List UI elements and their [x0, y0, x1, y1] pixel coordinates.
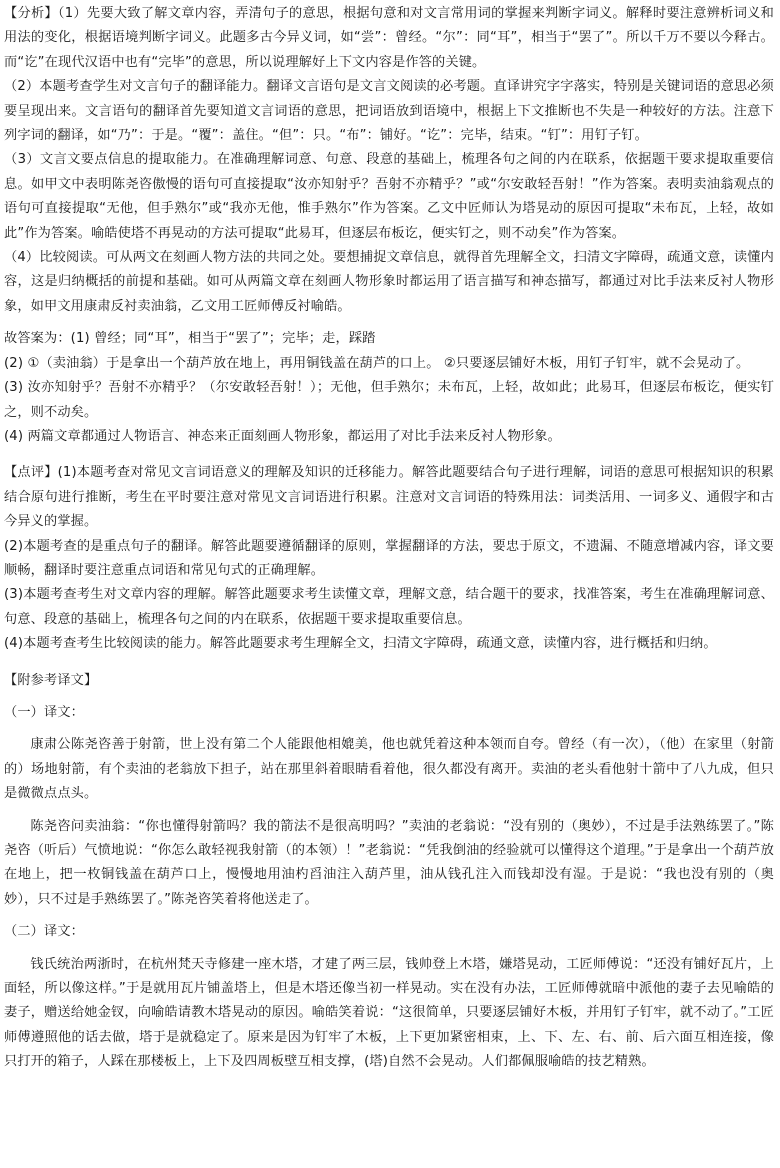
translation-1-title: （一）译文： [4, 704, 85, 720]
answer-line-4: (4) 两篇文章都通过人物语言、神态来正面刻画人物形象，都运用了对比手法来反衬人物形象。 [4, 428, 561, 444]
comment-paragraph-4: (4)本题考查考生比较阅读的能力。解答此题要求考生理解全文，扫清文字障碍，疏通文意，读懂内容，进行概括和归纳。 [4, 636, 717, 652]
analysis-paragraph-4: （4）比较阅读。可从两文在刻画人物方法的共同之处。要想捕捉文章信息，就得首先理解全文，扫清文字障碍，疏通文意，读懂内容，这是归纳概括的前提和基础。如可从两篇文章在刻画人物形象时都运用了语言描写和神态描写，都通过对比手法来反衬人物形象，如甲文用康肃反衬卖油翁，乙文用工匠师傅反衬喻皓。 [4, 250, 774, 314]
spacer [4, 725, 774, 733]
analysis-paragraph-2: （2）本题考查学生对文言句子的翻译能力。翻译文言语句是文言文阅读的必考题。直译讲究字字落实，特别是关键词语的意思必须要呈现出来。文言语句的翻译首先要知道文言词语的意思，把词语放到语境中，根据上下文推断也不失是一种较好的方法。注意下列字词的翻译，如“乃”：于是。“覆”：盖住。“但”：只。“布”：铺好。“讫”：完毕，结束。“钉”：用钉子钉。 [4, 79, 774, 144]
spacer [4, 912, 774, 920]
spacer [4, 449, 774, 461]
comment-paragraph-1: 【点评】(1)本题考查对常见文言词语意义的理解及知识的迁移能力。解答此题要结合句子进行理解，词语的意思可根据知识的积累结合原句进行推断，考生在平时要注意对常见文言词语进行积累。注意对文言词语的特殊用法：词类活用、一词多义、通假字和古今异义的掌握。 [4, 465, 774, 530]
comment-paragraph-3: (3)本题考查考生对文章内容的理解。解答此题要求考生读懂文章，理解文意，结合题干的要求，找准答案，考生在准确理解词意、句意、段意的基础上，梳理各句之间的内在联系，依据题干要求提取重要信息。 [4, 587, 774, 627]
spacer [4, 319, 774, 327]
translation-heading: 【附参考译文】 [4, 672, 98, 688]
translation-2-paragraph-1: 钱氏统治两浙时，在杭州梵天寺修建一座木塔，才建了两三层，钱帅登上木塔，嫌塔晃动，工匠师傅说：“还没有铺好瓦片，上面轻，所以像这样。”于是就用瓦片铺盖塔上，但是木塔还像当初一样晃动。实在没有办法，工匠师傅就暗中派他的妻子去见喻皓的妻子，赠送给她金钗，向喻皓请教木塔晃动的原因。喻皓笑着说：“这很简单，只要逐层铺好木板，并用钉子钉牢，就不动了。”工匠师傅遵照他的话去做，塔于是就稳定了。原来是因为钉牢了木板，上下更加紧密相束，上、下、左、右、前、后六面互相连接，像只打开的箱子，人踩在那楼板上，上下及四周板壁互相支撑，(塔)自然不会晃动。人们都佩服喻皓的技艺精熟。 [4, 956, 774, 1070]
answer-line-1: 故答案为：(1) 曾经；同“耳”，相当于“罢了”；完毕；走，踩踏 [4, 331, 376, 347]
spacer [4, 945, 774, 953]
answer-line-3: (3) 汝亦知射乎？吾射不亦精乎？（尔安敢轻吾射！）；无他，但手熟尔；未布瓦，上轻，故如此；此易耳，但逐层布板讫，便实钉之，则不动矣。 [4, 380, 774, 420]
analysis-paragraph-1: 【分析】（1）先要大致了解文章内容，弄清句子的意思，根据句意和对文言常用词的掌握来判断字词义。解释时要注意辨析词义和用法的变化，根据语境判断字词义。此题多古今异义词，如“尝”：曾经。“尔”：同“耳”，相当于“罢了”。所以千万不要以今释古。而“讫”在现代汉语中也有“完毕”的意思，所以说理解好上下文内容是作答的关键。 [4, 6, 774, 70]
translation-1-paragraph-2: 陈尧咨问卖油翁：“你也懂得射箭吗？我的箭法不是很高明吗？”卖油的老翁说：“没有别的（奥妙），不过是手法熟练罢了。”陈尧咨（听后）气愤地说：“你怎么敢轻视我射箭（的本领）！”老翁说：“凭我倒油的经验就可以懂得这个道理。”于是拿出一个葫芦放在地上，把一枚铜钱盖在葫芦口上，慢慢地用油杓舀油注入葫芦里，油从钱孔注入而钱却没有湿。于是说：“我也没有别的（奥妙），只不过是手熟练罢了。”陈尧咨笑着将他送走了。 [4, 818, 774, 907]
spacer [4, 657, 774, 669]
answer-line-2: (2) ①（卖油翁）于是拿出一个葫芦放在地上，再用铜钱盖在葫芦的口上。 ②只要逐层铺好木板，用钉子钉牢，就不会晃动了。 [4, 355, 750, 371]
translation-2-title: （二）译文： [4, 924, 85, 940]
spacer [4, 807, 774, 815]
spacer [4, 693, 774, 701]
translation-1-paragraph-1: 康肃公陈尧咨善于射箭，世上没有第二个人能跟他相媲美，他也就凭着这种本领而自夸。曾经（有一次），（他）在家里（射箭的）场地射箭，有个卖油的老翁放下担子，站在那里斜着眼睛看着他，很久都没有离开。卖油的老头看他射十箭中了八九成，但只是微微点点头。 [4, 737, 774, 802]
analysis-paragraph-3: （3）文言文要点信息的提取能力。在准确理解词意、句意、段意的基础上，梳理各句之间的内在联系，依据题干要求提取重要信息。如甲文中表明陈尧咨傲慢的语句可直接提取“汝亦知射乎？吾射不亦精乎？”或“尔安敢轻吾射！”作为答案。表明卖油翁观点的语句可直接提取“无他，但手熟尔”或“我亦无他，惟手熟尔”作为答案。乙文中匠师认为塔晃动的原因可提取“未布瓦，上轻，故如此”作为答案。喻皓使塔不再晃动的方法可提取“此易耳，但逐层布板讫，便实钉之，则不动矣”作为答案。 [4, 152, 774, 241]
comment-paragraph-2: (2)本题考查的是重点句子的翻译。解答此题要遵循翻译的原则，掌握翻译的方法，要忠于原文，不遗漏、不随意增减内容，译文要顺畅，翻译时要注意重点词语和常见句式的正确理解。 [4, 538, 774, 578]
